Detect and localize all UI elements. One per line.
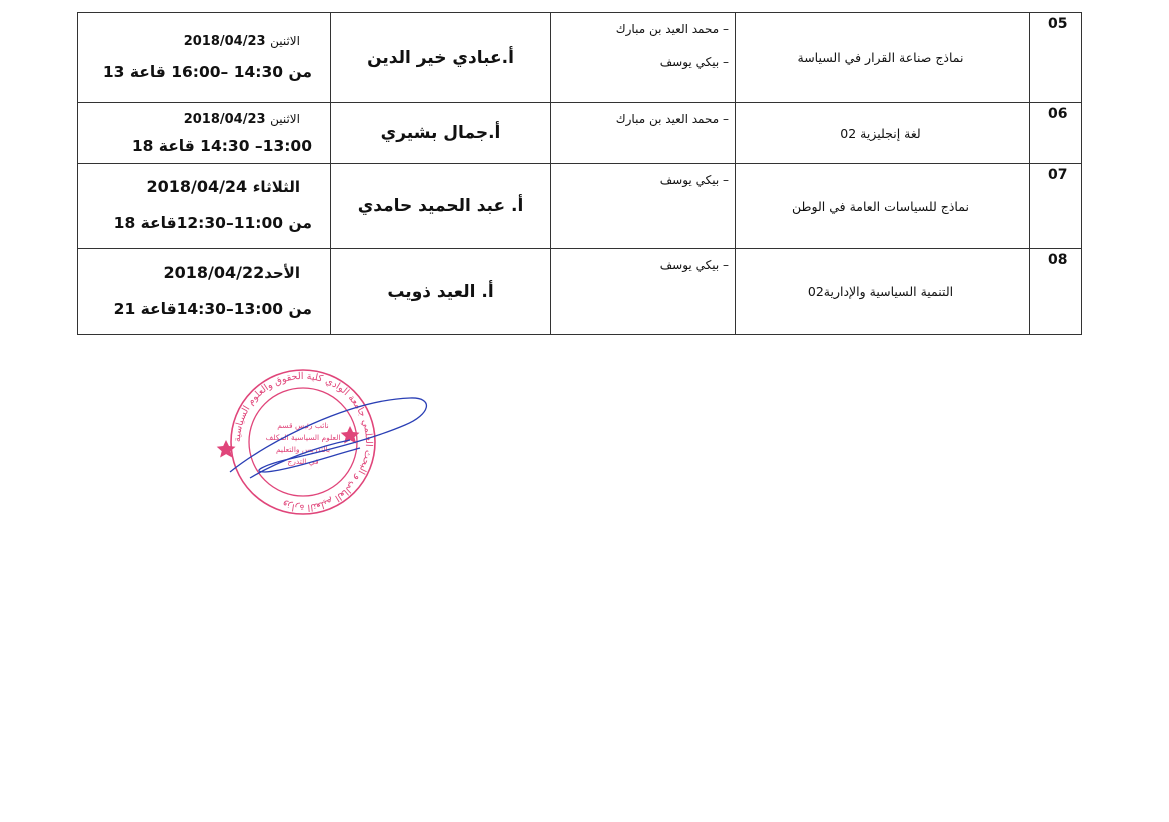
stamp-inner-line: العلوم السياسية المكلف — [265, 433, 341, 442]
subject-cell — [736, 103, 1030, 164]
number-cell — [1030, 13, 1082, 103]
subject-cell — [736, 13, 1030, 103]
professor-name: أ. العيد ذويب — [387, 281, 494, 302]
table-row — [78, 13, 1082, 103]
exam-schedule-table — [77, 12, 1082, 335]
subject-name: نماذج للسياسات العامة في الوطن — [792, 198, 969, 214]
student-item: – بيكي يوسف — [551, 172, 729, 188]
date-line — [86, 108, 312, 131]
date-time-cell — [78, 103, 331, 164]
date-time-cell — [78, 13, 331, 103]
day-name: الثلاثاء — [252, 178, 300, 196]
time-room: من 11:00–12:30قاعة 18 — [113, 214, 312, 232]
number-cell — [1030, 103, 1082, 164]
table-row — [78, 103, 1082, 164]
date-value: 2018/04/24 — [146, 177, 248, 196]
professor-cell — [331, 164, 551, 249]
date-line — [86, 30, 312, 53]
stamp-outer-text: وزارة التعليم العالي و البحث العلمي جامعة الوادي كلية الحقوق والعلوم السياسية — [231, 370, 375, 514]
subject-name: لغة إنجليزية 02 — [840, 125, 921, 141]
date-time-cell — [78, 249, 331, 335]
stamp-svg — [210, 360, 440, 520]
stamp-inner-line: في التدرج — [287, 457, 319, 466]
professor-name: أ. عبد الحميد حامدي — [357, 196, 524, 216]
student-list — [551, 249, 735, 273]
student-list — [551, 13, 735, 70]
table-row — [78, 164, 1082, 249]
day-name: الأحد — [264, 263, 300, 282]
row-number: 06 — [1048, 106, 1068, 122]
students-cell — [551, 103, 736, 164]
professor-cell — [331, 13, 551, 103]
day-name: الاثنين — [270, 111, 300, 126]
official-stamp — [210, 360, 440, 520]
date-line — [86, 176, 312, 198]
students-cell — [551, 13, 736, 103]
date-value: 2018/04/23 — [183, 111, 266, 127]
subject-name: نماذج صناعة القرار في السياسة — [797, 50, 964, 65]
student-item: – بيكي يوسف — [551, 257, 729, 273]
row-number: 05 — [1048, 16, 1068, 32]
date-value: 2018/04/22 — [163, 262, 265, 282]
professor-cell — [331, 103, 551, 164]
date-line — [86, 262, 312, 284]
student-list — [551, 164, 735, 188]
time-room: من 14:30 –16:00 قاعة 13 — [102, 63, 312, 81]
student-item: – بيكي يوسف — [551, 54, 729, 70]
students-cell — [551, 164, 736, 249]
day-name: الاثنين — [270, 34, 300, 48]
professor-name: أ.جمال بشيري — [380, 123, 501, 143]
number-cell — [1030, 249, 1082, 335]
stamp-inner-line: بالتدريس والتعليم — [275, 445, 331, 454]
time-room: 13:00– 14:30 قاعة 18 — [131, 136, 312, 155]
students-cell — [551, 249, 736, 335]
date-value: 2018/04/23 — [183, 34, 266, 49]
professor-name: أ.عبادي خير الدين — [367, 47, 514, 68]
subject-cell — [736, 164, 1030, 249]
number-cell — [1030, 164, 1082, 249]
student-item: – محمد العيد بن مبارك — [551, 111, 729, 127]
stamp-inner-line: نائب رئيس قسم — [277, 421, 329, 430]
professor-cell — [331, 249, 551, 335]
time-room: من 13:00–14:30قاعة 21 — [113, 299, 312, 318]
student-item: – محمد العيد بن مبارك — [551, 21, 729, 37]
table-row — [78, 249, 1082, 335]
row-number: 07 — [1048, 167, 1068, 183]
row-number: 08 — [1048, 252, 1068, 268]
subject-cell — [736, 249, 1030, 335]
student-list — [551, 103, 735, 127]
subject-name: التنمية السياسية والإدارية02 — [807, 284, 954, 299]
date-time-cell — [78, 164, 331, 249]
